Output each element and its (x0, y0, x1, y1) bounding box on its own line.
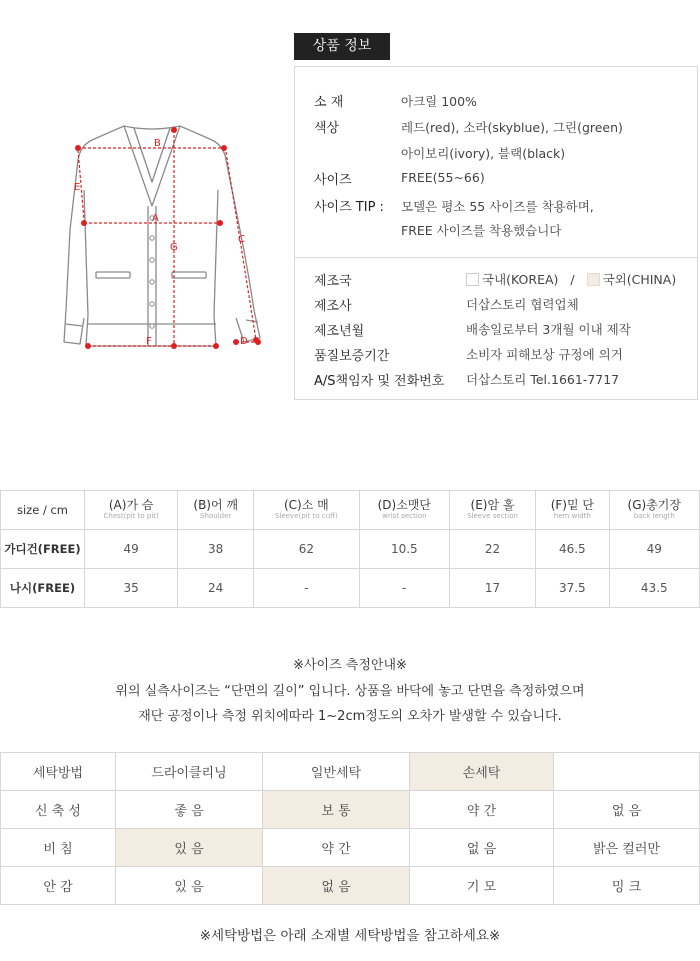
table-row (1, 791, 700, 829)
care-cell: 일반세탁 (263, 753, 410, 791)
table-cell: 17 (449, 569, 535, 608)
table-cell: 38 (178, 530, 254, 569)
size-corner: size / cm (1, 491, 85, 530)
table-row (1, 867, 700, 905)
care-footer-note: ※세탁방법은 아래 소재별 세탁방법을 참고하세요※ (199, 928, 501, 944)
origin-foreign-checkbox (587, 273, 600, 286)
care-cell: 손세탁 (410, 753, 554, 791)
product-info-divider (294, 257, 698, 258)
care-cell: 없 음 (410, 829, 554, 867)
maker-label: 제조사 (314, 299, 352, 314)
table-cell: 46.5 (536, 530, 609, 569)
care-cell: 있 음 (116, 829, 263, 867)
origin-domestic: 국내(KOREA) (482, 272, 559, 287)
table-cell: 22 (449, 530, 535, 569)
care-cell: 약 간 (410, 791, 554, 829)
service-label: A/S책임자 및 전화번호 (314, 374, 445, 389)
origin-foreign: 국외(CHINA) (602, 272, 677, 287)
label-f: F (146, 336, 152, 347)
care-cell: 없 음 (263, 867, 410, 905)
label-c: C (238, 234, 245, 245)
care-cell: 드라이클리닝 (116, 753, 263, 791)
warranty-value: 소비자 피해보상 규정에 의거 (466, 347, 623, 362)
spec-value-material: 아크릴 100% (401, 94, 477, 109)
care-row-label: 안 감 (1, 867, 116, 905)
care-cell: 있 음 (116, 867, 263, 905)
spec-value-size-tip-2: FREE 사이즈를 착용했습니다 (401, 223, 562, 238)
label-e: E (74, 182, 81, 193)
table-cell: 10.5 (359, 530, 449, 569)
spec-value-color-2: 아이보리(ivory), 블랙(black) (401, 146, 566, 161)
size-note-line-2: 재단 공정이나 측정 위치에따라 1~2cm정도의 오차가 발생할 수 있습니다. (138, 709, 562, 724)
spec-label-color: 색상 (314, 121, 340, 136)
care-cell: 밍 크 (554, 867, 700, 905)
spec-value-size-tip: 모델은 평소 55 사이즈를 착용하며, (401, 199, 594, 214)
table-cell: 35 (85, 569, 178, 608)
spec-label-material: 소 재 (314, 95, 344, 110)
care-cell: 약 간 (263, 829, 410, 867)
care-cell: 좋 음 (116, 791, 263, 829)
label-a: A (152, 213, 159, 224)
care-cell: 없 음 (554, 791, 700, 829)
table-row (1, 530, 700, 569)
table-cell: 49 (609, 530, 699, 569)
size-table-header (1, 491, 700, 530)
care-cell: 보 통 (263, 791, 410, 829)
date-label: 제조년월 (314, 324, 365, 339)
size-header: (A)가 슴 Chest(pit to pit) (85, 491, 178, 530)
size-header: (F)밑 단 hem width (536, 491, 609, 530)
care-cell (554, 753, 700, 791)
size-header: (B)어 깨 Shoulder (178, 491, 254, 530)
spec-label-size-tip: 사이즈 TIP : (314, 200, 384, 215)
spec-value-size: FREE(55~66) (401, 170, 485, 185)
size-table (0, 490, 700, 608)
care-row-label: 비 침 (1, 829, 116, 867)
origin-label: 제조국 (314, 274, 352, 289)
origin-separator: / (570, 272, 575, 287)
row-label: 가디건(FREE) (1, 530, 85, 569)
label-g: G (170, 242, 178, 253)
table-cell: 37.5 (536, 569, 609, 608)
date-value: 배송일로부터 3개월 이내 제작 (466, 322, 631, 337)
care-row-label: 세탁방법 (1, 753, 116, 791)
care-cell: 기 모 (410, 867, 554, 905)
size-header: (D)소맷단 wrist section (359, 491, 449, 530)
origin-domestic-checkbox (466, 273, 479, 286)
care-cell: 밝은 컬러만 (554, 829, 700, 867)
service-value: 더삽스토리 Tel.1661-7717 (466, 372, 620, 387)
maker-value: 더삽스토리 협력업체 (466, 297, 579, 312)
size-note-line-1: 위의 실측사이즈는 “단면의 길이” 입니다. 상품을 바닥에 놓고 단면을 측정하였으며 (115, 684, 585, 699)
care-row-label: 신 축 성 (1, 791, 116, 829)
size-note-title: ※사이즈 측정안내※ (293, 658, 407, 673)
label-d: D (240, 336, 248, 347)
table-row (1, 753, 700, 791)
row-label: 나시(FREE) (1, 569, 85, 608)
table-cell: - (359, 569, 449, 608)
table-cell: 49 (85, 530, 178, 569)
spec-value-color: 레드(red), 소라(skyblue), 그린(green) (401, 120, 623, 135)
size-header: (C)소 매 Sleeve(pit to cuff) (254, 491, 360, 530)
table-cell: 24 (178, 569, 254, 608)
cardigan-diagram (40, 110, 280, 360)
label-b: B (154, 138, 161, 149)
size-header: (E)암 홀 Sleeve section (449, 491, 535, 530)
table-row (1, 829, 700, 867)
table-cell: 43.5 (609, 569, 699, 608)
spec-label-size: 사이즈 (314, 173, 352, 188)
table-cell: 62 (254, 530, 360, 569)
care-table (0, 752, 700, 905)
size-header: (G)총기장 back length (609, 491, 699, 530)
origin-options (466, 270, 676, 288)
table-row (1, 569, 700, 608)
product-info-title: 상품 정보 (294, 33, 390, 60)
table-cell: - (254, 569, 360, 608)
warranty-label: 품질보증기간 (314, 349, 390, 364)
